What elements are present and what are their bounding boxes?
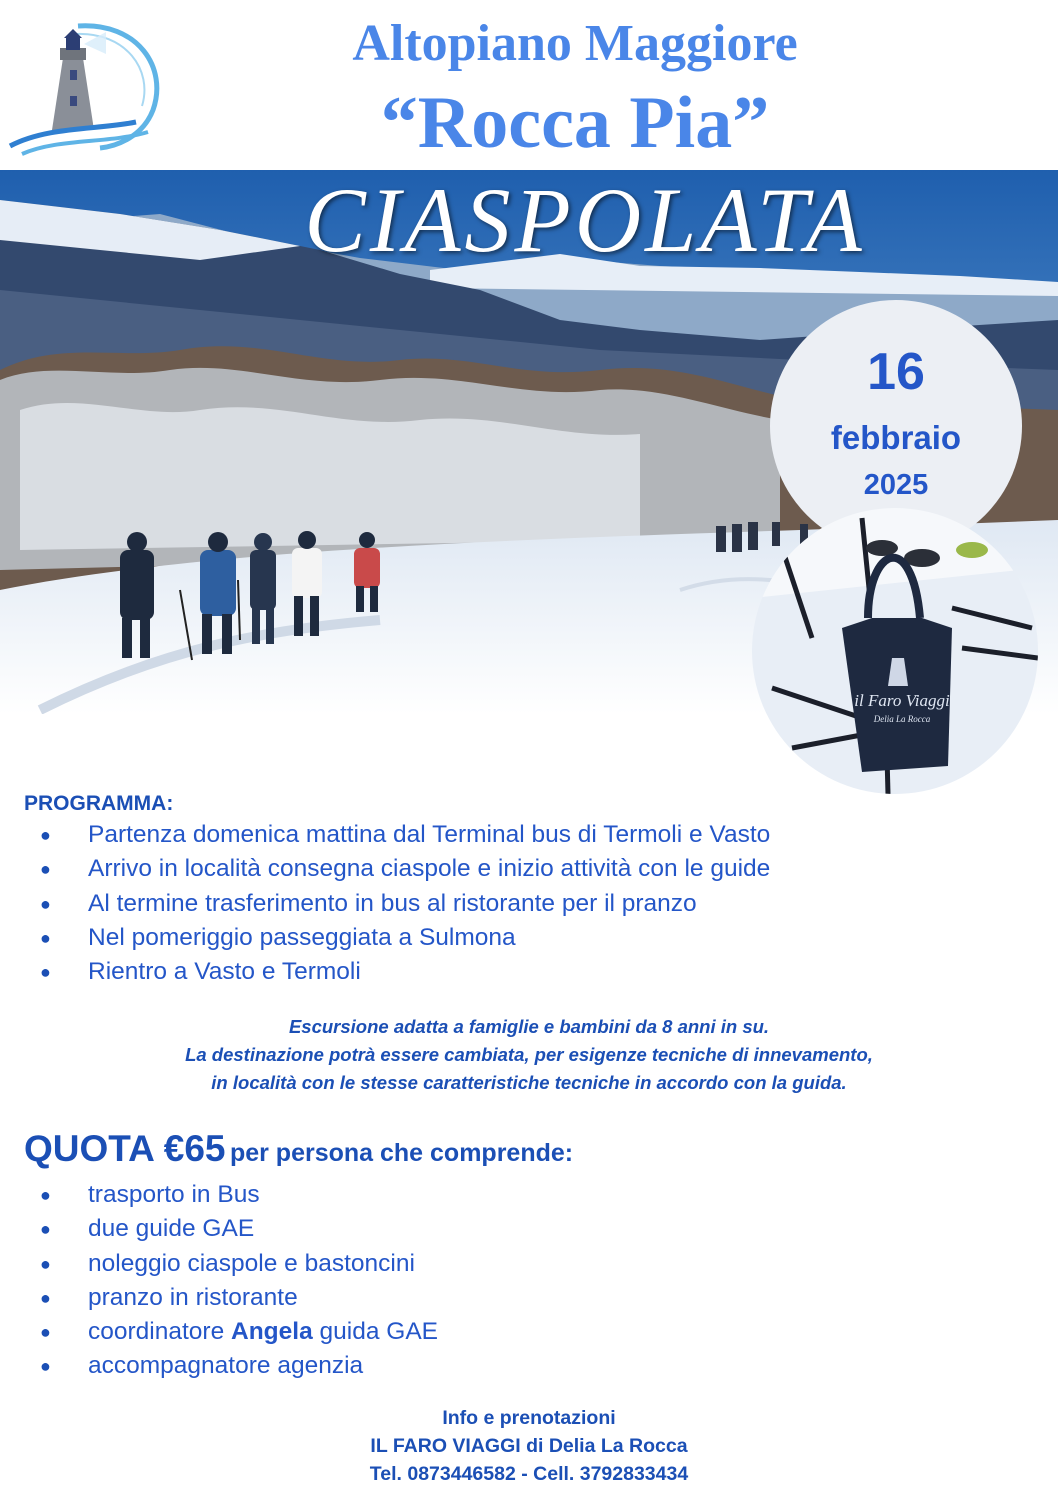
bullet-icon: ● [40,825,51,845]
title-location: Altopiano Maggiore [352,15,798,72]
date-month: febbraio [830,419,962,456]
title-rocca-pia: “Rocca Pia” [380,82,770,164]
bullet-icon: ● [40,1322,51,1343]
excursion-note [0,1013,1058,1097]
bullet-icon: ● [40,1356,51,1377]
bag-brand-text: il Faro Viaggi [854,691,950,710]
bullet-icon: ● [40,893,51,914]
ciaspolata-banner: CIASPOLATA [304,169,866,271]
tote-bag-photo [752,508,1038,794]
note-line: La destinazione potrà essere cambiata, per esigenze tecniche di innevamento, [185,1044,873,1065]
bullet-icon: ● [40,859,51,880]
bullet-icon: ● [40,1253,51,1274]
footer-agency-name: IL FARO VIAGGI di Delia La Rocca [370,1435,688,1457]
bullet-icon: ● [40,1219,51,1240]
coordinator-name: Angela [231,1318,313,1346]
contact-footer [0,1404,1058,1488]
footer-phone-numbers: Tel. 0873446582 - Cell. 3792833434 [369,1463,689,1485]
date-day: 16 [867,343,925,401]
date-year: 2025 [863,469,929,501]
quota-heading [24,1128,573,1170]
note-line: in località con le stesse caratteristiche tecniche in accordo con la guida. [211,1072,847,1093]
footer-info-label: Info e prenotazioni [442,1407,616,1429]
bullet-icon: ● [40,1287,51,1308]
programma-heading: PROGRAMMA: [24,792,174,815]
bullet-icon: ● [40,927,51,948]
quota-price: QUOTA €65 [24,1128,226,1169]
bag-sub-text: Delia La Rocca [873,714,931,724]
bullet-icon: ● [40,962,51,983]
note-line: Escursione adatta a famiglie e bambini da 8 anni in su. [288,1016,770,1037]
quota-suffix: per persona che comprende: [229,1139,574,1167]
bullet-icon: ● [40,1185,51,1205]
